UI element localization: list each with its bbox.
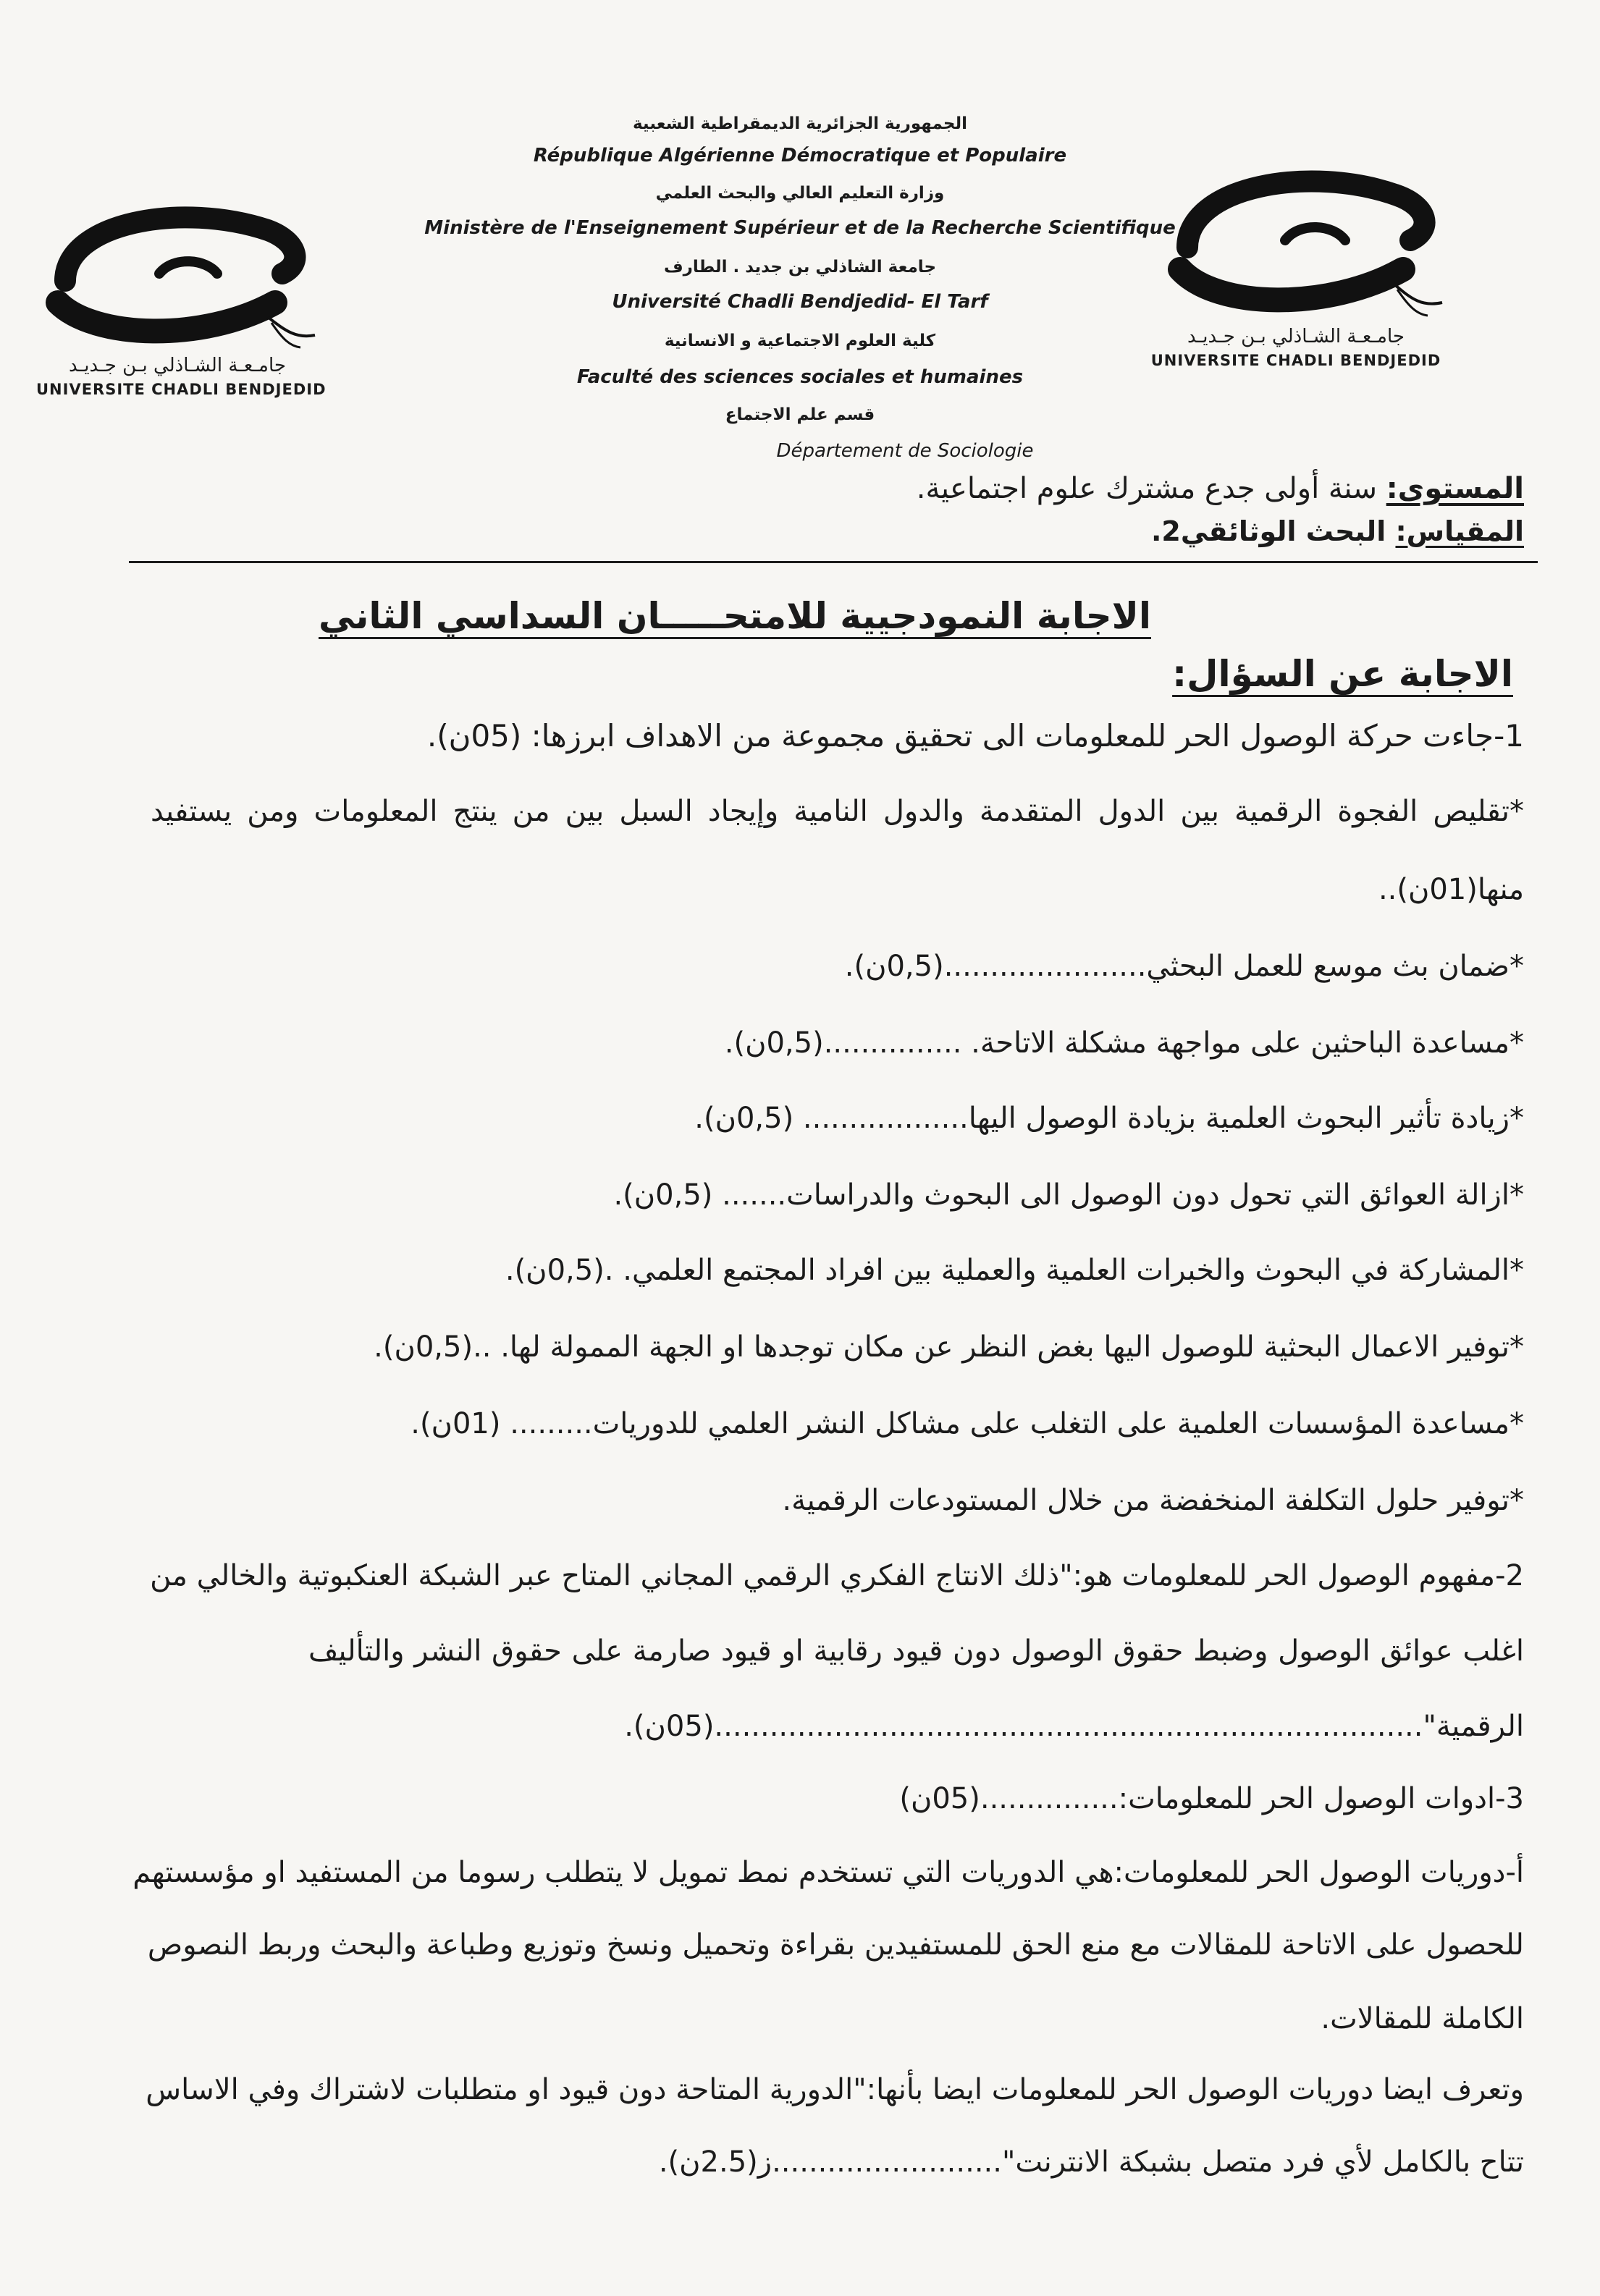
answer-line: أ-دوريات الوصول الحر للمعلومات:هي الدوريات التي تستخدم نمط تمويل لا يتطلب رسوما من المستفيد او مؤسستهم bbox=[132, 1856, 1524, 1889]
header-university-fr: Université Chadli Bendjedid- El Tarf bbox=[612, 291, 988, 313]
module-label: المقياس: bbox=[1395, 515, 1524, 547]
header-republic-fr: République Algérienne Démocratique et Populaire bbox=[533, 145, 1067, 166]
module-line bbox=[1151, 515, 1524, 547]
section-heading: الاجابة عن السؤال: bbox=[1172, 653, 1513, 695]
answer-line: الكاملة للمقالات. bbox=[1321, 2002, 1524, 2035]
level-value: سنة أولى جدع مشترك علوم اجتماعية. bbox=[916, 472, 1386, 505]
header-university-ar: جامعة الشاذلي بن جديد . الطارف bbox=[663, 258, 937, 277]
level-label: المستوى: bbox=[1386, 472, 1524, 505]
page-title: الاجابة النمودجيية للامتحـــــان السداسي الثاني bbox=[319, 595, 1151, 637]
answer-line: اغلب عوائق الوصول وضبط حقوق الوصول دون قيود رقابية او قيود صارمة على حقوق النشر والتأليف bbox=[308, 1634, 1524, 1668]
header-ministry-fr: Ministère de l'Enseignement Supérieur et de la Recherche Scientifique bbox=[424, 217, 1176, 239]
answer-line: *توفير حلول التكلفة المنخفضة من خلال المستودعات الرقمية. bbox=[782, 1484, 1524, 1517]
header-republic-ar: الجمهورية الجزائرية الديمقراطية الشعبية bbox=[632, 114, 968, 133]
header-department-fr: Département de Sociologie bbox=[776, 440, 1034, 462]
answer-line: *ضمان بث موسع للعمل البحثي......................(0,5ن). bbox=[844, 950, 1524, 983]
answer-line: الرقمية".............................................................................(05ن). bbox=[624, 1710, 1524, 1743]
logo-right-caption-fr: UNIVERSITE CHADLI BENDJEDID bbox=[1150, 352, 1441, 369]
answer-line: وتعرف ايضا دوريات الوصول الحر للمعلومات ايضا بأنها:"الدورية المتاحة دون قيود او متطلبات لاشتراك وفي الاساس bbox=[146, 2073, 1524, 2106]
answer-line: تتاح بالكامل لأي فرد متصل بشبكة الانترنت".........................ز(2.5ن). bbox=[658, 2145, 1524, 2179]
logo-left-caption-ar: جامـعـة الشـاذلي بـن جـديـد bbox=[69, 355, 286, 376]
answer-line: *المشاركة في البحوث والخبرات العلمية والعملية بين افراد المجتمع العلمي. .(0,5ن). bbox=[505, 1254, 1524, 1287]
answer-line: 1-جاءت حركة الوصول الحر للمعلومات الى تحقيق مجموعة من الاهداف ابرزها: (05ن). bbox=[426, 718, 1524, 754]
answer-line: 2-مفهوم الوصول الحر للمعلومات هو:"ذلك الانتاج الفكري الرقمي المجاني المتاح عبر الشبكة العنكبوتية والخالي من bbox=[150, 1559, 1524, 1592]
module-value: البحث الوثائقي2. bbox=[1150, 515, 1396, 547]
university-emblem-icon bbox=[36, 194, 319, 353]
answer-line: *زيادة تأثير البحوث العلمية بزيادة الوصول اليها.................. (0,5ن). bbox=[694, 1102, 1524, 1135]
header-divider bbox=[129, 561, 1538, 563]
answer-line: *توفير الاعمال البحثية للوصول اليها بغض النظر عن مكان توجدها او الجهة الممولة لها. ..(0,5ن). bbox=[374, 1330, 1524, 1364]
answer-line: *ازالة العوائق التي تحول دون الوصول الى البحوث والدراسات....... (0,5ن). bbox=[613, 1178, 1524, 1212]
level-line bbox=[917, 472, 1524, 505]
logo-left-caption-fr: UNIVERSITE CHADLI BENDJEDID bbox=[36, 381, 327, 398]
answer-line: *مساعدة المؤسسات العلمية على التغلب على مشاكل النشر العلمي للدوريات......... (01ن). bbox=[410, 1407, 1524, 1440]
header-ministry-ar: وزارة التعليم العالي والبحث العلمي bbox=[655, 184, 945, 203]
answer-line: للحصول على الاتاحة للمقالات مع منع الحق للمستفيدين بقراءة وتحميل ونسخ وتوزيع وطباعة والبحث وربط النصوص bbox=[147, 1928, 1524, 1962]
university-logo-left bbox=[36, 194, 327, 404]
answer-line: *مساعدة الباحثين على مواجهة مشكلة الاتاحة. ...............(0,5ن). bbox=[724, 1026, 1524, 1060]
logo-right-caption-ar: جامـعـة الشـاذلي بـن جـديـد bbox=[1187, 326, 1405, 347]
header-department-ar: قسم علم الاجتماع bbox=[725, 405, 875, 424]
header-faculty-fr: Faculté des sciences sociales et humaines bbox=[576, 366, 1024, 388]
header-faculty-ar: كلية العلوم الاجتماعية و الانسانية bbox=[664, 332, 936, 350]
answer-line: *تقليص الفجوة الرقمية بين الدول المتقدمة والدول النامية وإيجاد السبل بين من ينتج المعلومات ومن يستفيد bbox=[151, 795, 1524, 828]
answer-line: 3-ادوات الوصول الحر للمعلومات:...............(05ن) bbox=[899, 1782, 1524, 1815]
answer-line: منها(01ن).. bbox=[1378, 873, 1524, 906]
